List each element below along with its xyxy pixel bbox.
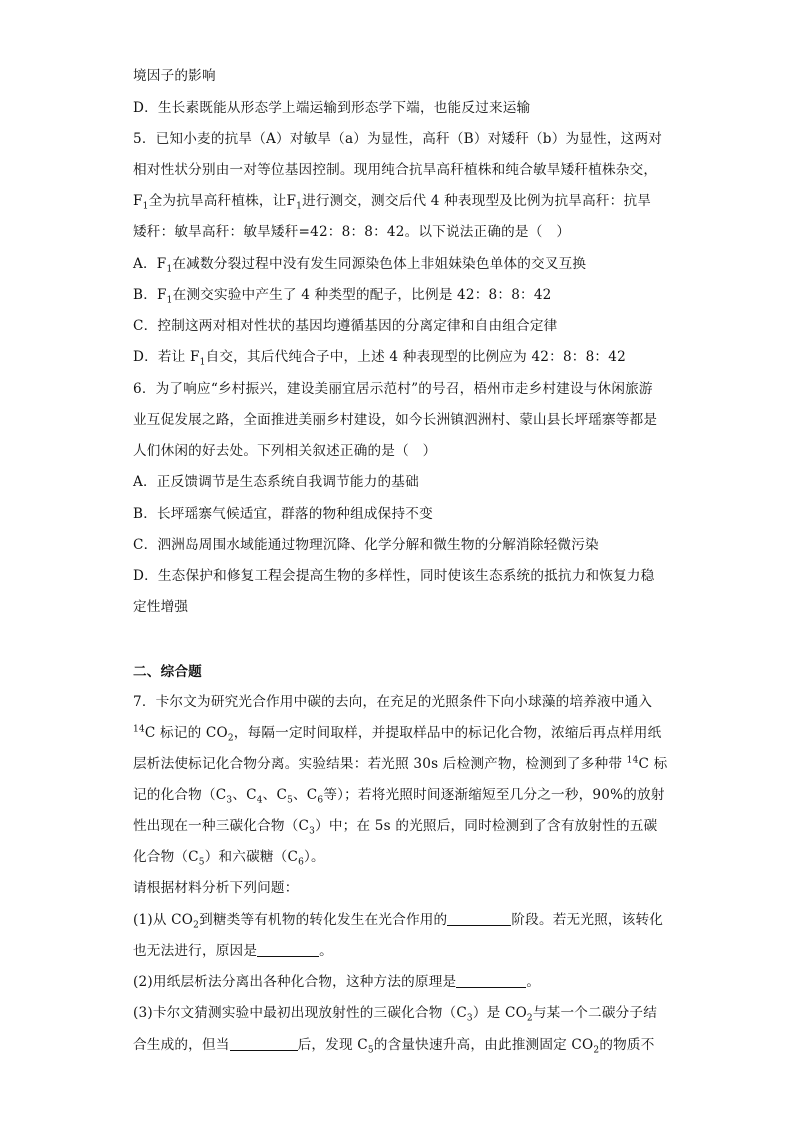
sub-question-2: (2)用纸层析法分离出各种化合物，这种方法的原理是 。 bbox=[133, 974, 541, 990]
question-7-stem: 7．卡尔文为研究光合作用中碳的去向，在充足的光照条件下向小球藻的培养液中通入 bbox=[133, 694, 653, 710]
text-line: 合生成的，但当 后，发现 $C_5$的含量快速升高，由此推测固定 $CO_2$的物质不 bbox=[133, 1037, 655, 1056]
option-d-q5: D．若让 $F_1$自交，其后代纯合子中，上述 4 种表现型的比例应为 42：8：8：42 bbox=[133, 349, 626, 368]
answer-blank[interactable] bbox=[257, 942, 319, 957]
text-line: 业互促发展之路，全面推进美丽乡村建设，如今长洲镇泗洲村、蒙山县长坪瑶寨等都是 bbox=[133, 412, 658, 428]
section-heading: 二、综合题 bbox=[133, 664, 202, 680]
text-line: 相对性状分别由一对等位基因控制。现用纯合抗旱高秆植株和纯合敏旱矮秆植株杂交， bbox=[133, 162, 658, 178]
text-line: 也无法进行，原因是 。 bbox=[133, 943, 333, 959]
option-b-q6: B．长坪瑶寨气候适宜，群落的物种组成保持不变 bbox=[133, 506, 433, 522]
answer-blank[interactable] bbox=[456, 973, 526, 988]
text-line: 化合物$(C_5)$和六碳糖$(C_6)$。 bbox=[133, 849, 325, 868]
option-b-q5: B．$F_1$在测交实验中产生了 4 种类型的配子，比例是 42：8：8：42 bbox=[133, 287, 552, 306]
text-line: $^{14}$C 标记的 $CO_2$，每隔一定时间取样，并提取样品中的标记化合物，浓缩后再点样用纸 bbox=[133, 724, 662, 744]
answer-blank[interactable] bbox=[230, 1036, 298, 1051]
text-line: 层析法使标记化合物分离。实验结果：若光照 30s 后检测产物，检测到了多种带 $^{14}$C 标 bbox=[133, 755, 668, 772]
sub-question-3: (3)卡尔文猜测实验中最初出现放射性的三碳化合物$(C_3)$是 $CO_2$与某一个二碳分子结 bbox=[133, 1005, 658, 1024]
text-line: 性出现在一种三碳化合物$(C_3)$中；在 5s 的光照后，同时检测到了含有放射性的五碳 bbox=[133, 818, 658, 837]
text-line: 人们休闲的好去处。下列相关叙述正确的是（ ） bbox=[133, 443, 437, 459]
option-d-q4: D．生长素既能从形态学上端运输到形态学下端，也能反过来运输 bbox=[133, 100, 531, 116]
text-line: 矮秆：敏旱高秆：敏旱矮秆=42：8：8：42。以下说法正确的是（ ） bbox=[133, 224, 571, 240]
option-d-q6: D．生态保护和修复工程会提高生物的多样性，同时使该生态系统的抵抗力和恢复力稳 bbox=[133, 568, 655, 584]
option-a-q5: A．$F_1$在减数分裂过程中没有发生同源染色体上非姐妹染色单体的交叉互换 bbox=[133, 256, 587, 275]
answer-blank[interactable] bbox=[447, 911, 511, 926]
option-c-q6: C．泗洲岛周围水域能通过物理沉降、化学分解和微生物的分解消除轻微污染 bbox=[133, 537, 599, 553]
text-line: 定性增强 bbox=[133, 599, 189, 615]
question-5-stem: 5．已知小麦的抗旱（A）对敏旱（a）为显性，高秆（B）对矮秆（b）为显性，这两对 bbox=[133, 131, 663, 147]
question-6-stem: 6．为了响应“乡村振兴，建设美丽宜居示范村”的号召，梧州市走乡村建设与休闲旅游 bbox=[133, 381, 653, 397]
option-c-q5: C．控制这两对相对性状的基因均遵循基因的分离定律和自由组合定律 bbox=[133, 318, 558, 334]
text-line: $F_1$全为抗旱高秆植株，让$F_1$进行测交，测交后代 4 种表现型及比例为抗旱高秆：抗旱 bbox=[133, 193, 652, 212]
text-line: 境因子的影响 bbox=[133, 68, 216, 84]
sub-question-1: (1)从 $CO_2$到糖类等有机物的转化发生在光合作用的 阶段。若无光照，该转化 bbox=[133, 912, 664, 931]
text-line: 记的化合物（$C_3$、$C_4$、$C_5$、$C_6$等）；若将光照时间逐渐缩短至几分之一秒，90%的放射 bbox=[133, 787, 665, 806]
text-line: 请根据材料分析下列问题： bbox=[133, 880, 299, 896]
option-a-q6: A．正反馈调节是生态系统自我调节能力的基础 bbox=[133, 474, 419, 490]
